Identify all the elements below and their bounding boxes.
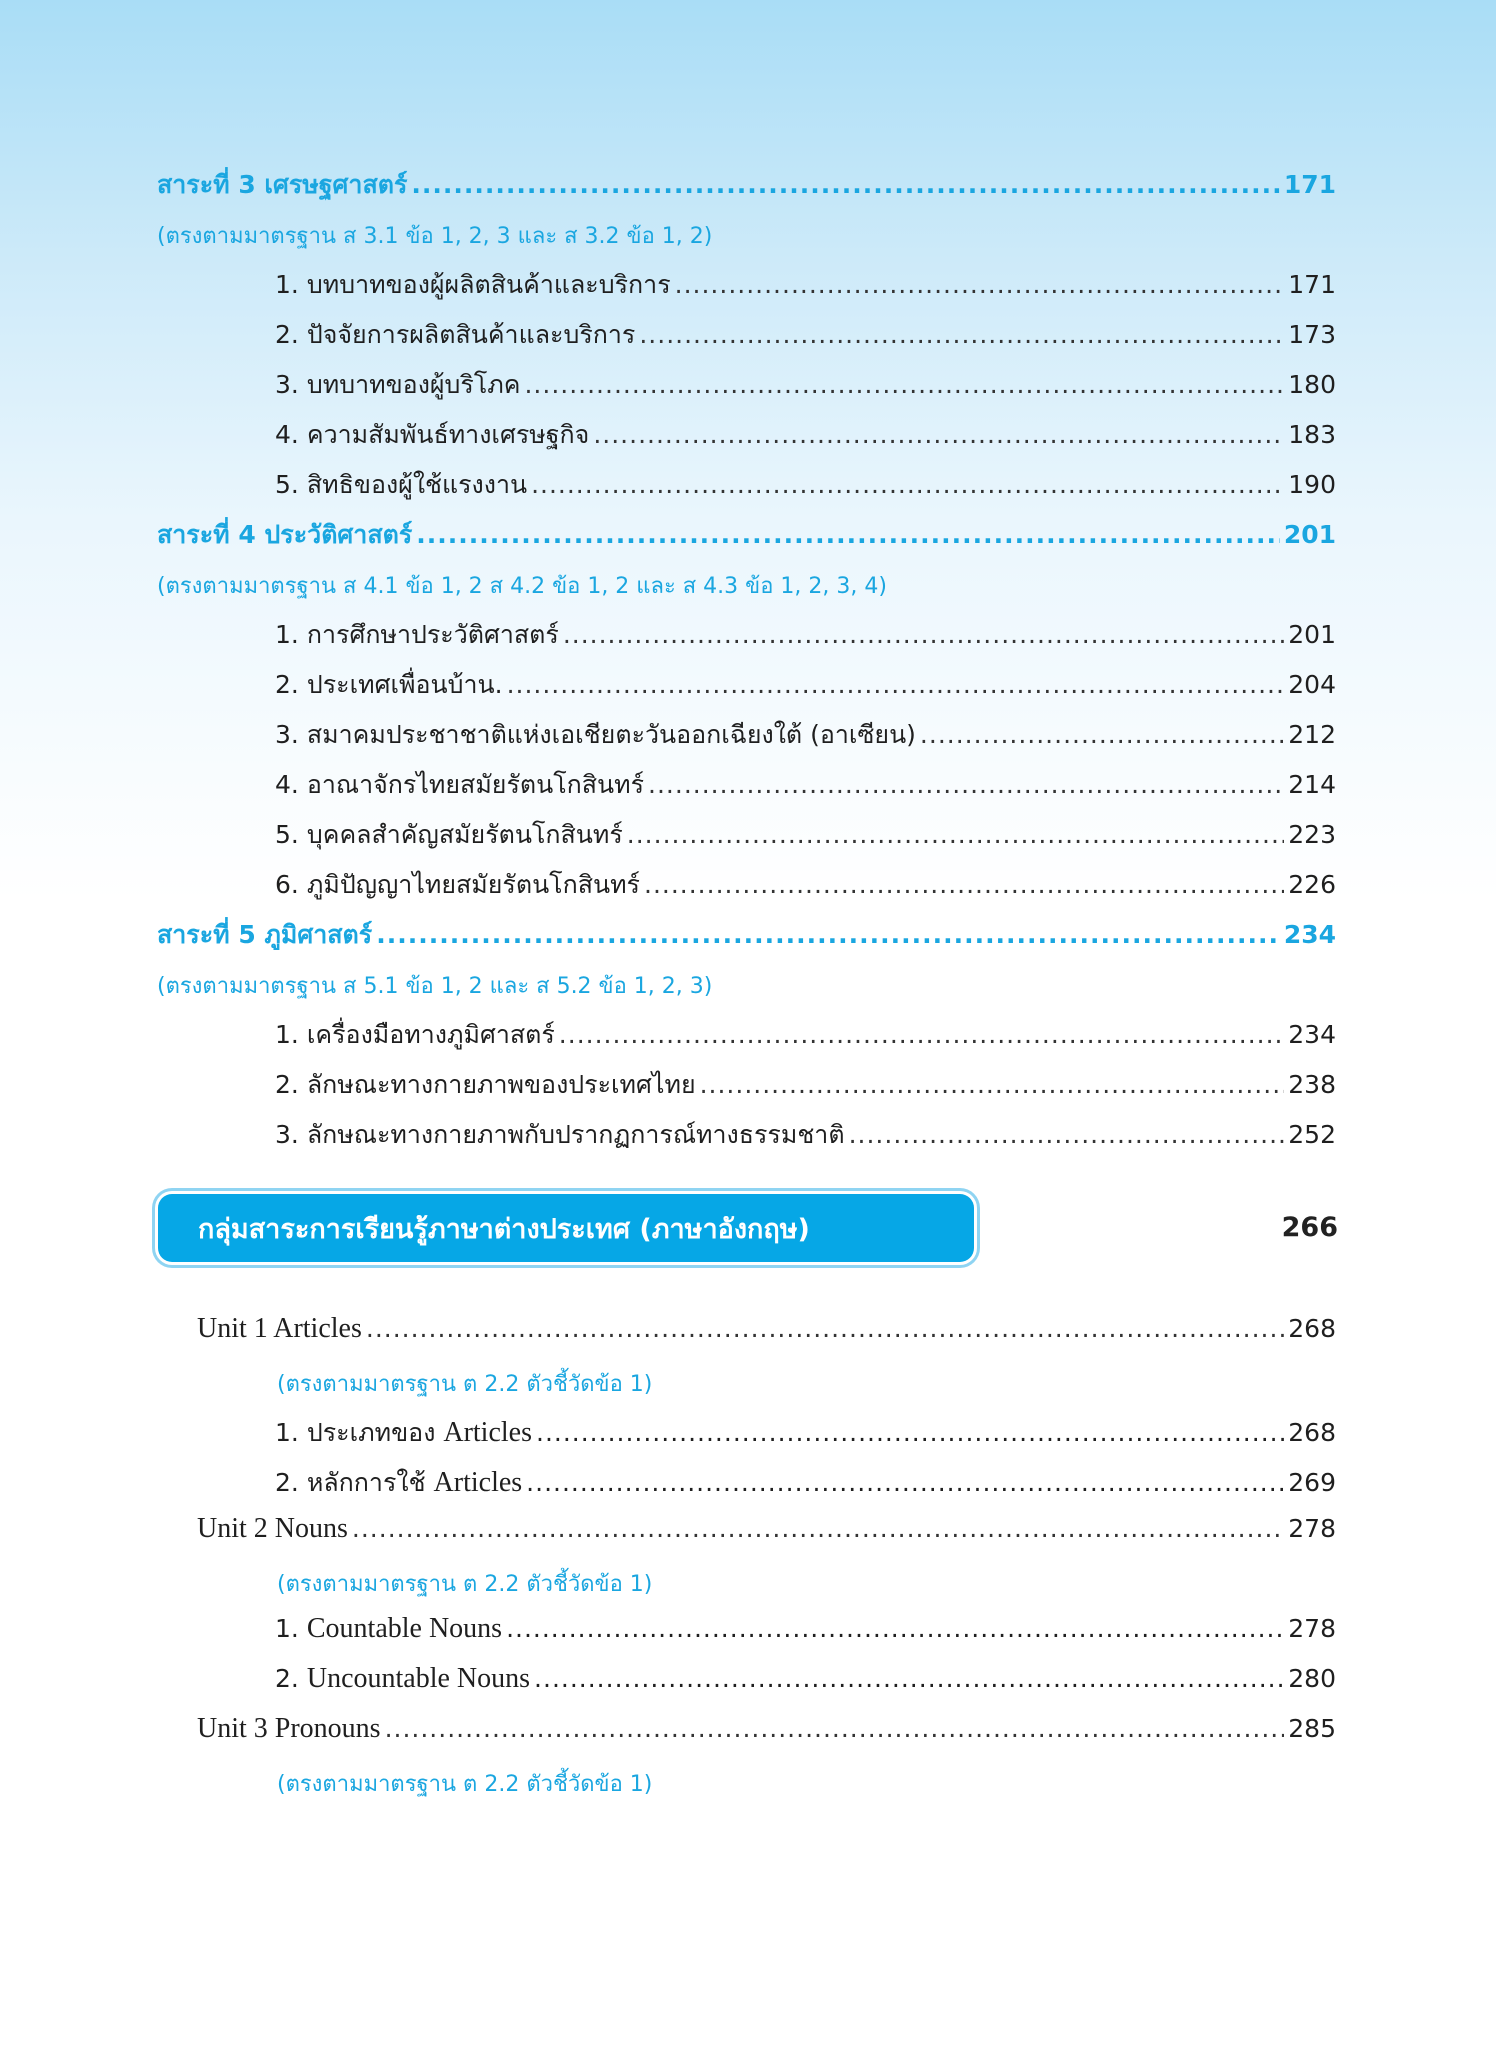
toc-item[interactable] (275, 765, 1336, 805)
item-label: ปัจจัยการผลิตสินค้าและบริการ (306, 320, 636, 349)
page-number: 171 (1288, 270, 1336, 299)
item-number: 3. (275, 1120, 299, 1149)
page-number: 285 (1288, 1714, 1336, 1743)
toc-item[interactable] (275, 1015, 1336, 1055)
item-label: สมาคมประชาชาติแห่งเอเชียตะวันออกเฉียงใต้ (อาเซียน) (306, 720, 916, 749)
unit-title: Unit 1 Articles (197, 1313, 362, 1344)
dot-leader (376, 920, 1280, 949)
page-number: 268 (1288, 1314, 1336, 1343)
item-number: 2. (275, 1664, 299, 1693)
toc-unit-1[interactable] (197, 1313, 1336, 1345)
dot-leader (700, 1070, 1285, 1099)
item-label: ภูมิปัญญาไทยสมัยรัตนโกสินทร์ (306, 870, 640, 899)
banner-page-number: 266 (1281, 1212, 1338, 1243)
toc-item[interactable] (275, 1413, 1336, 1453)
toc-item[interactable] (275, 815, 1336, 855)
dot-leader (416, 520, 1280, 549)
page-number: 201 (1283, 520, 1336, 549)
item-label: บุคคลสำคัญสมัยรัตนโกสินทร์ (306, 820, 623, 849)
section-title: สาระที่ 5 ภูมิศาสตร์ (157, 920, 373, 949)
dot-leader (366, 1314, 1284, 1343)
item-label-english: Countable Nouns (306, 1613, 503, 1644)
item-label: อาณาจักรไทยสมัยรัตนโกสินทร์ (306, 770, 645, 799)
item-number: 5. (275, 820, 299, 849)
dot-leader (920, 720, 1284, 749)
standard-note: (ตรงตามมาตรฐาน ส 4.1 ข้อ 1, 2 ส 4.2 ข้อ 1, 2 และ ส 4.3 ข้อ 1, 2, 3, 4) (157, 574, 887, 599)
item-number: 2. (275, 1070, 299, 1099)
dot-leader (648, 770, 1284, 799)
dot-leader (675, 270, 1285, 299)
toc-item[interactable] (275, 715, 1336, 755)
item-label (307, 1413, 532, 1453)
page-number: 173 (1288, 320, 1336, 349)
item-number: 2. (275, 670, 299, 699)
item-number: 4. (275, 420, 299, 449)
dot-leader (627, 820, 1285, 849)
standard-note: (ตรงตามมาตรฐาน ส 3.1 ข้อ 1, 2, 3 และ ส 3.2 ข้อ 1, 2) (157, 224, 713, 249)
page-number: 171 (1283, 170, 1336, 199)
page-number: 278 (1288, 1614, 1336, 1643)
page-number: 223 (1288, 820, 1336, 849)
page-number: 234 (1288, 1020, 1336, 1049)
toc-item[interactable] (275, 315, 1336, 355)
item-label: ลักษณะทางกายภาพของประเทศไทย (306, 1070, 696, 1099)
item-number: 3. (275, 720, 299, 749)
toc-item[interactable] (275, 1613, 1336, 1645)
page-number: 180 (1288, 370, 1336, 399)
page-number: 214 (1288, 770, 1336, 799)
item-number: 1. (275, 1614, 299, 1643)
dot-leader (644, 870, 1284, 899)
dot-leader (507, 670, 1285, 699)
standard-note: (ตรงตามมาตรฐาน ต 2.2 ตัวชี้วัดข้อ 1) (277, 1372, 653, 1397)
item-number: 1. (275, 620, 299, 649)
toc-item[interactable] (275, 265, 1336, 305)
toc-item[interactable] (275, 1463, 1336, 1503)
item-number: 5. (275, 470, 299, 499)
item-number: 2. (275, 1468, 299, 1497)
toc-unit-3[interactable] (197, 1713, 1336, 1745)
item-label: บทบาทของผู้ผลิตสินค้าและบริการ (306, 270, 671, 299)
page-number: 234 (1283, 920, 1336, 949)
toc-item[interactable] (275, 865, 1336, 905)
dot-leader (526, 1468, 1284, 1497)
item-label: ความสัมพันธ์ทางเศรษฐกิจ (306, 420, 590, 449)
page-number: 280 (1288, 1664, 1336, 1693)
item-label (307, 1463, 522, 1503)
item-label: สิทธิของผู้ใช้แรงงาน (306, 470, 528, 499)
toc-item[interactable] (275, 665, 1336, 705)
item-number: 3. (275, 370, 299, 399)
page-number: 238 (1288, 1070, 1336, 1099)
page-number: 269 (1288, 1468, 1336, 1497)
item-label: ประเทศเพื่อนบ้าน. (306, 670, 503, 699)
item-label-english: Articles (443, 1417, 532, 1448)
subject-group-banner[interactable] (158, 1194, 974, 1262)
dot-leader (531, 470, 1284, 499)
item-label-english: Articles (433, 1467, 523, 1498)
toc-item[interactable] (275, 615, 1336, 655)
item-label: ลักษณะทางกายภาพกับปรากฏการณ์ทางธรรมชาติ (306, 1120, 845, 1149)
page-number: 204 (1288, 670, 1336, 699)
dot-leader (639, 320, 1284, 349)
item-number: 1. (275, 1020, 299, 1049)
item-label: เครื่องมือทางภูมิศาสตร์ (306, 1020, 555, 1049)
unit-title: Unit 2 Nouns (197, 1513, 348, 1544)
page-number: 252 (1288, 1120, 1336, 1149)
dot-leader (506, 1614, 1284, 1643)
dot-leader (352, 1514, 1284, 1543)
page-number: 212 (1288, 720, 1336, 749)
section-title: สาระที่ 4 ประวัติศาสตร์ (157, 520, 413, 549)
item-number: 4. (275, 770, 299, 799)
toc-section-3[interactable] (157, 165, 1336, 205)
standard-note: (ตรงตามมาตรฐาน ต 2.2 ตัวชี้วัดข้อ 1) (277, 1572, 653, 1597)
item-label-thai: หลักการใช้ (306, 1468, 426, 1497)
item-label-thai: ประเภทของ (306, 1418, 436, 1447)
page-number: 268 (1288, 1418, 1336, 1447)
page-number: 190 (1288, 470, 1336, 499)
dot-leader (536, 1418, 1284, 1447)
dot-leader (593, 420, 1284, 449)
dot-leader (534, 1664, 1284, 1693)
dot-leader (411, 170, 1279, 199)
dot-leader (559, 1020, 1284, 1049)
toc-unit-2[interactable] (197, 1513, 1336, 1545)
toc-section-4[interactable] (157, 515, 1336, 555)
dot-leader (385, 1714, 1285, 1743)
standard-note: (ตรงตามมาตรฐาน ต 2.2 ตัวชี้วัดข้อ 1) (277, 1772, 653, 1797)
dot-leader (849, 1120, 1285, 1149)
page-number: 183 (1288, 420, 1336, 449)
toc-item[interactable] (275, 1115, 1336, 1155)
banner-title: กลุ่มสาระการเรียนรู้ภาษาต่างประเทศ (ภาษาอังกฤษ) (198, 1213, 810, 1245)
item-number: 2. (275, 320, 299, 349)
page-number: 226 (1288, 870, 1336, 899)
toc-item[interactable] (275, 1663, 1336, 1695)
toc-item[interactable] (275, 1065, 1336, 1105)
page-number: 278 (1288, 1514, 1336, 1543)
item-number: 1. (275, 270, 299, 299)
toc-section-5[interactable] (157, 915, 1336, 955)
toc-item[interactable] (275, 465, 1336, 505)
item-label-english: Uncountable Nouns (306, 1663, 531, 1694)
dot-leader (563, 620, 1284, 649)
dot-leader (524, 370, 1284, 399)
item-label: บทบาทของผู้บริโภค (306, 370, 521, 399)
toc-item[interactable] (275, 415, 1336, 455)
page-number: 201 (1288, 620, 1336, 649)
unit-title: Unit 3 Pronouns (197, 1713, 381, 1744)
toc-item[interactable] (275, 365, 1336, 405)
standard-note: (ตรงตามมาตรฐาน ส 5.1 ข้อ 1, 2 และ ส 5.2 ข้อ 1, 2, 3) (157, 974, 713, 999)
item-label: การศึกษาประวัติศาสตร์ (306, 620, 559, 649)
item-number: 6. (275, 870, 299, 899)
item-number: 1. (275, 1418, 299, 1447)
section-title: สาระที่ 3 เศรษฐศาสตร์ (157, 170, 408, 199)
